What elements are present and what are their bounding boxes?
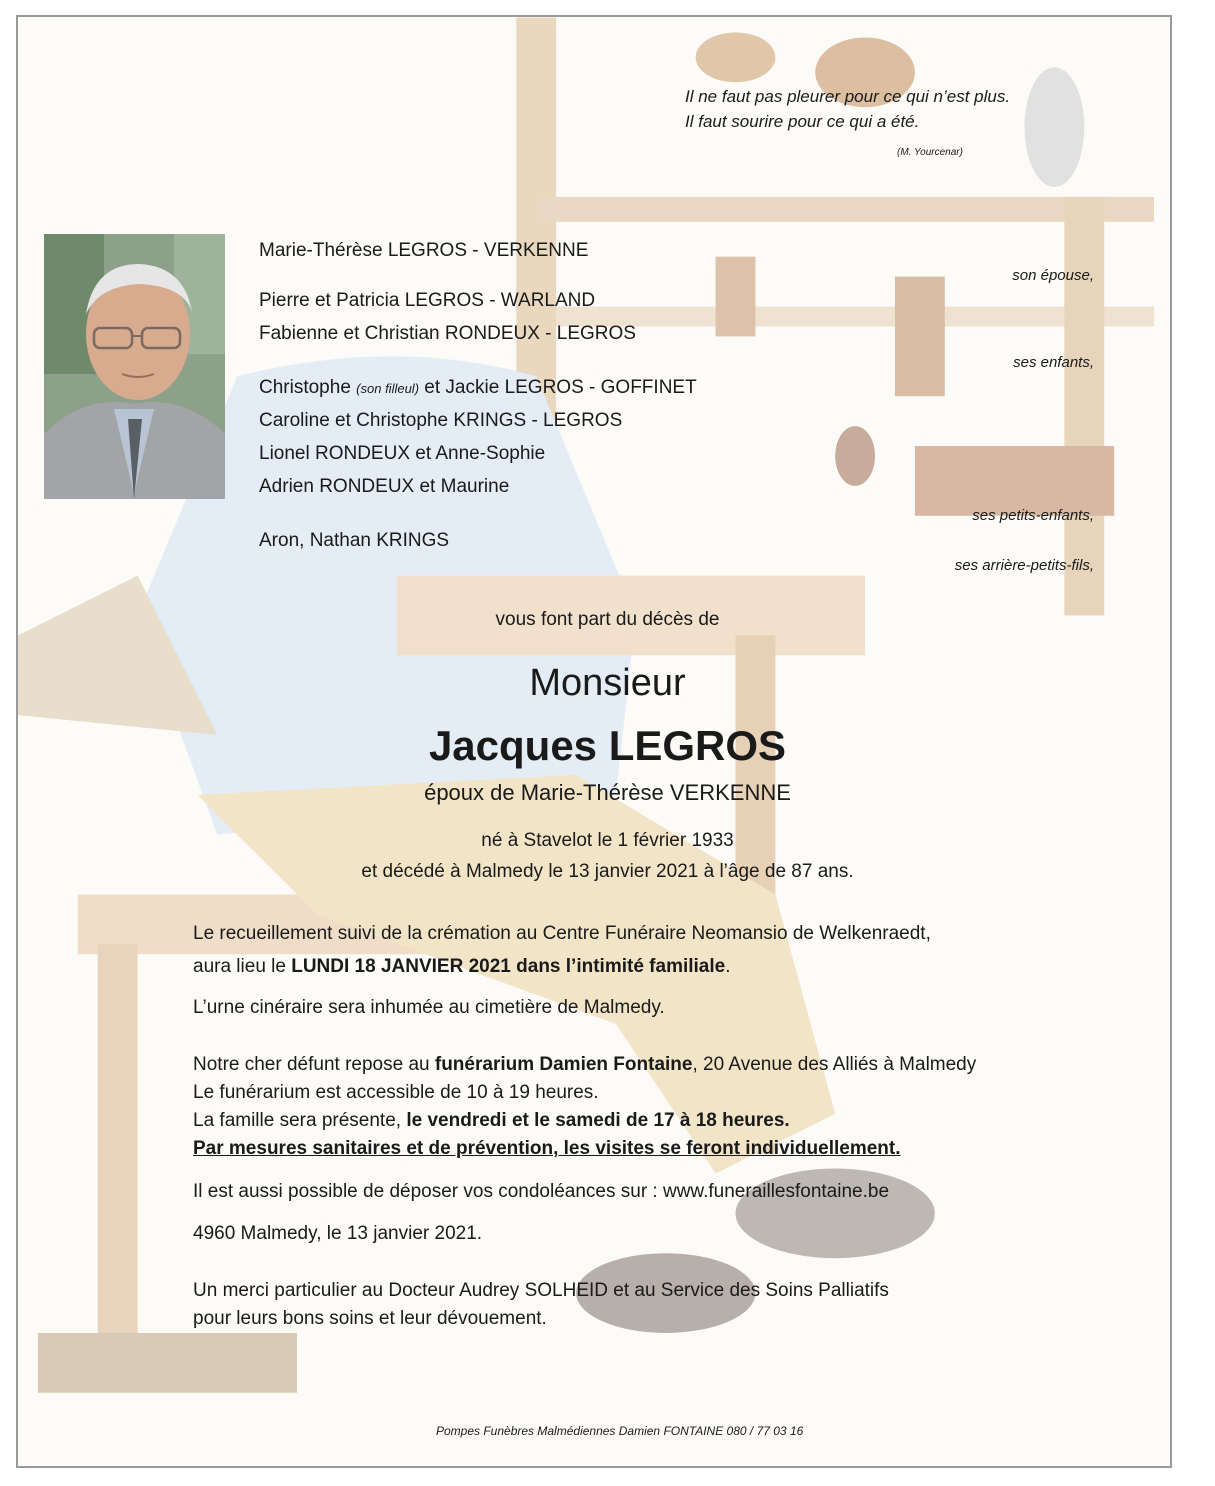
visit-line-1-pre: Notre cher défunt repose au xyxy=(193,1054,435,1075)
thanks-line-1: Un merci particulier au Docteur Audrey SOLHEID et au Service des Soins Palliatifs xyxy=(193,1280,889,1301)
visit-line-1-post: , 20 Avenue des Alliés à Malmedy xyxy=(692,1054,977,1075)
great-grandchildren-role: ses arrière-petits-fils, xyxy=(954,557,1094,574)
urn-line: L’urne cinéraire sera inhumée au cimetière de Malmedy. xyxy=(193,997,665,1018)
family-presence-hours: le vendredi et le samedi de 17 à 18 heures. xyxy=(406,1110,790,1131)
spouse-name: Marie-Thérèse LEGROS - VERKENNE xyxy=(259,240,589,261)
announce-text: vous font part du décès de xyxy=(495,609,720,630)
place-date: 4960 Malmedy, le 13 janvier 2021. xyxy=(193,1223,483,1244)
deceased-photo xyxy=(44,234,225,499)
ceremony-line-2-pre: aura lieu le xyxy=(193,956,292,977)
visit-line-3-pre: La famille sera présente, xyxy=(193,1110,407,1131)
deceased-name: Jacques LEGROS xyxy=(428,722,787,769)
visit-line-3 xyxy=(193,1110,790,1132)
visit-line-1 xyxy=(193,1054,976,1076)
deceased-title: Monsieur xyxy=(529,662,686,704)
great-grandchildren: Aron, Nathan KRINGS xyxy=(259,530,450,551)
funeral-home-name: funérarium Damien Fontaine xyxy=(434,1054,693,1075)
grandchild-3: Lionel RONDEUX et Anne-Sophie xyxy=(259,443,546,464)
grandchild-4: Adrien RONDEUX et Maurine xyxy=(259,476,510,497)
children-role: ses enfants, xyxy=(1013,354,1094,371)
quote-line-2: Il faut sourire pour ce qui a été. xyxy=(685,112,920,131)
sanitary-notice xyxy=(193,1138,901,1160)
grandchild-1-pre: Christophe xyxy=(259,377,357,398)
child-2: Fabienne et Christian RONDEUX - LEGROS xyxy=(259,323,636,344)
birth-line: né à Stavelot le 1 février 1933 xyxy=(481,830,734,851)
ceremony-line-2-post: . xyxy=(725,956,731,977)
sanitary-notice-text: Par mesures sanitaires et de prévention, les visites se feront individuellement. xyxy=(193,1138,901,1159)
child-1: Pierre et Patricia LEGROS - WARLAND xyxy=(259,290,596,311)
quote-author: (M. Yourcenar) xyxy=(897,147,963,158)
quote-line-1: Il ne faut pas pleurer pour ce qui n’est plus. xyxy=(685,87,1011,106)
thanks-line-2: pour leurs bons soins et leur dévouement. xyxy=(193,1308,547,1329)
condolences-line: Il est aussi possible de déposer vos condoléances sur : www.funeraillesfontaine.be xyxy=(193,1181,890,1202)
grandchildren-role: ses petits-enfants, xyxy=(972,507,1094,524)
ceremony-line-2 xyxy=(193,956,731,978)
godson-note: (son filleul) xyxy=(356,381,420,396)
grandchild-1-post: et Jackie LEGROS - GOFFINET xyxy=(419,377,697,398)
spouse-role: son épouse, xyxy=(1012,267,1094,284)
ceremony-line-1: Le recueillement suivi de la crémation au Centre Funéraire Neomansio de Welkenraedt, xyxy=(193,923,931,944)
deceased-spouse: époux de Marie-Thérèse VERKENNE xyxy=(424,780,791,805)
ceremony-date: LUNDI 18 JANVIER 2021 dans l’intimité familiale xyxy=(291,956,726,977)
grandchild-2: Caroline et Christophe KRINGS - LEGROS xyxy=(259,410,623,431)
footer-funeral-home: Pompes Funèbres Malmédiennes Damien FONTAINE 080 / 77 03 16 xyxy=(436,1424,804,1438)
visit-line-2: Le funérarium est accessible de 10 à 19 heures. xyxy=(193,1082,599,1103)
grandchild-1 xyxy=(259,377,697,399)
death-line: et décédé à Malmedy le 13 janvier 2021 à l’âge de 87 ans. xyxy=(361,861,854,882)
